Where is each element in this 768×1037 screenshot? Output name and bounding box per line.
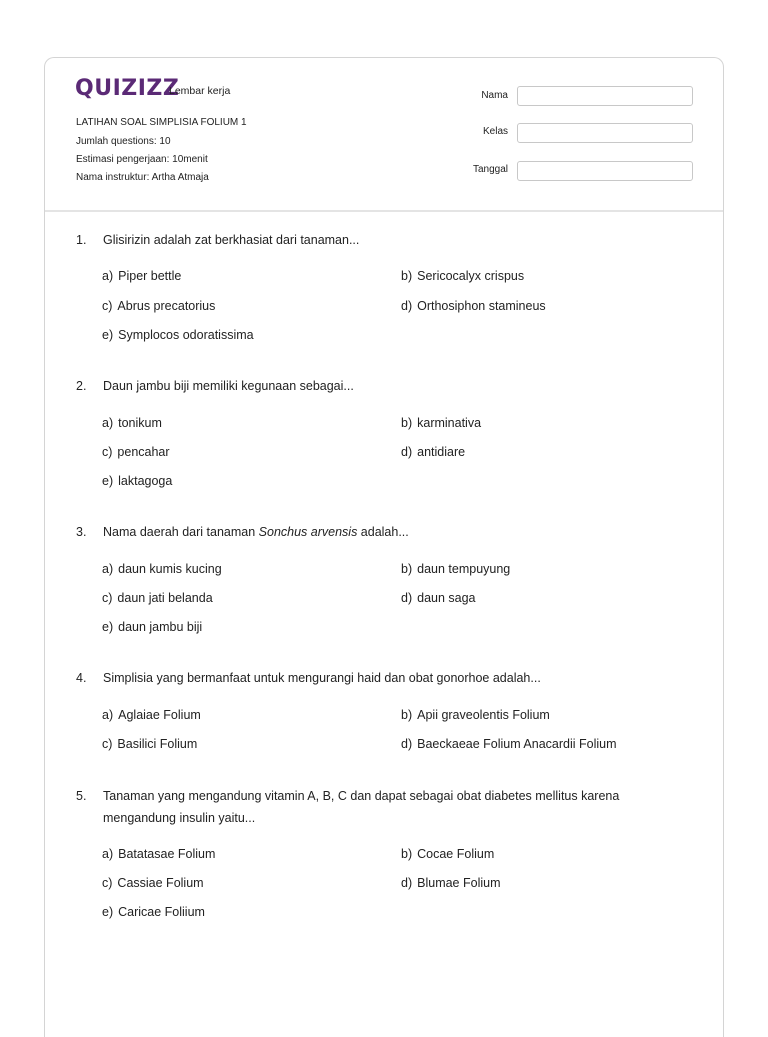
option-letter: a)	[102, 269, 114, 283]
option-5b[interactable]	[401, 847, 494, 861]
option-text: tonikum	[118, 416, 162, 430]
option-text: Abrus precatorius	[117, 299, 216, 313]
question-text-part: Glisirizin adalah zat berkhasiat dari tanaman...	[103, 233, 360, 247]
option-text: Orthosiphon stamineus	[417, 299, 546, 313]
option-4a[interactable]	[102, 708, 201, 722]
worksheet-subtitle: Lembar kerja	[169, 85, 231, 97]
option-3b[interactable]	[401, 562, 510, 576]
option-1e[interactable]	[102, 328, 254, 342]
option-text: daun tempuyung	[417, 562, 511, 576]
option-letter: b)	[401, 562, 413, 576]
kelas-field[interactable]	[517, 123, 693, 143]
option-4c[interactable]	[102, 737, 197, 751]
option-letter: b)	[401, 416, 413, 430]
option-letter: d)	[401, 737, 413, 751]
option-1b[interactable]	[401, 269, 524, 283]
question-count: Jumlah questions: 10	[76, 136, 171, 147]
tanggal-field[interactable]	[517, 161, 693, 181]
option-letter: c)	[102, 876, 113, 890]
option-text: Piper bettle	[118, 269, 182, 283]
option-text: laktagoga	[118, 474, 173, 488]
question-text	[103, 521, 663, 543]
option-text: daun saga	[417, 591, 476, 605]
question-number: 3.	[76, 525, 87, 539]
option-text: Basilici Folium	[117, 737, 198, 751]
option-text: Caricae Foliium	[118, 905, 205, 919]
option-5e[interactable]	[102, 905, 205, 919]
option-text: Batatasae Folium	[118, 847, 216, 861]
question-number: 5.	[76, 789, 87, 803]
quizizz-logo: QUIZIZZ	[75, 76, 180, 101]
option-text: Blumae Folium	[417, 876, 501, 890]
option-2c[interactable]	[102, 445, 170, 459]
option-5d[interactable]	[401, 876, 501, 890]
nama-field[interactable]	[517, 86, 693, 106]
worksheet	[44, 57, 724, 1037]
option-letter: a)	[102, 847, 114, 861]
option-letter: b)	[401, 708, 413, 722]
option-2d[interactable]	[401, 445, 465, 459]
option-text: daun jambu biji	[118, 620, 203, 634]
estimated-time: Estimasi pengerjaan: 10menit	[76, 154, 208, 165]
instructor-name: Nama instruktur: Artha Atmaja	[76, 172, 209, 183]
question-number: 1.	[76, 233, 87, 247]
kelas-label: Kelas	[482, 126, 508, 137]
option-text: pencahar	[117, 445, 170, 459]
option-letter: c)	[102, 591, 113, 605]
nama-label: Nama	[481, 90, 508, 101]
option-letter: e)	[102, 620, 114, 634]
question-text-part: Simplisia yang bermanfaat untuk mengurangi haid dan obat gonorhoe adalah...	[103, 671, 541, 685]
question-text-part: Tanaman yang mengandung vitamin A, B, C dan dapat sebagai obat diabetes mellitus karena mengandung insulin yaitu...	[103, 789, 620, 825]
option-text: Sericocalyx crispus	[417, 269, 525, 283]
option-letter: c)	[102, 737, 113, 751]
question-number: 4.	[76, 671, 87, 685]
option-text: daun kumis kucing	[118, 562, 222, 576]
question-text	[103, 229, 663, 251]
option-3a[interactable]	[102, 562, 222, 576]
question-text-part: adalah...	[357, 525, 409, 539]
option-letter: d)	[401, 445, 413, 459]
option-letter: e)	[102, 328, 114, 342]
question-text-part: Daun jambu biji memiliki kegunaan sebagai...	[103, 379, 354, 393]
option-5c[interactable]	[102, 876, 204, 890]
option-3c[interactable]	[102, 591, 213, 605]
option-text: Aglaiae Folium	[118, 708, 201, 722]
option-3e[interactable]	[102, 620, 202, 634]
option-text: karminativa	[417, 416, 482, 430]
option-letter: a)	[102, 416, 114, 430]
option-text: Baeckaeae Folium Anacardii Folium	[417, 737, 617, 751]
option-letter: e)	[102, 474, 114, 488]
option-1c[interactable]	[102, 299, 215, 313]
option-2b[interactable]	[401, 416, 481, 430]
option-text: antidiare	[417, 445, 466, 459]
option-text: Apii graveolentis Folium	[417, 708, 550, 722]
option-letter: c)	[102, 299, 113, 313]
worksheet-header	[45, 58, 723, 212]
option-4d[interactable]	[401, 737, 617, 751]
question-number: 2.	[76, 379, 87, 393]
question-text-italic: Sonchus arvensis	[258, 525, 358, 539]
option-text: Cocae Folium	[417, 847, 495, 861]
option-letter: d)	[401, 876, 413, 890]
option-3d[interactable]	[401, 591, 476, 605]
option-4b[interactable]	[401, 708, 550, 722]
option-letter: d)	[401, 299, 413, 313]
option-letter: a)	[102, 562, 114, 576]
worksheet-title: LATIHAN SOAL SIMPLISIA FOLIUM 1	[76, 117, 247, 128]
option-1a[interactable]	[102, 269, 181, 283]
question-text	[103, 667, 663, 689]
option-2a[interactable]	[102, 416, 162, 430]
option-letter: b)	[401, 847, 413, 861]
option-letter: c)	[102, 445, 113, 459]
option-letter: d)	[401, 591, 413, 605]
option-2e[interactable]	[102, 474, 172, 488]
tanggal-label: Tanggal	[472, 164, 508, 175]
question-text-part: Nama daerah dari tanaman	[103, 525, 259, 539]
option-1d[interactable]	[401, 299, 546, 313]
option-letter: b)	[401, 269, 413, 283]
question-text	[103, 785, 663, 829]
option-letter: a)	[102, 708, 114, 722]
question-text	[103, 375, 663, 397]
option-5a[interactable]	[102, 847, 215, 861]
option-letter: e)	[102, 905, 114, 919]
option-text: daun jati belanda	[117, 591, 213, 605]
option-text: Cassiae Folium	[117, 876, 204, 890]
option-text: Symplocos odoratissima	[118, 328, 254, 342]
